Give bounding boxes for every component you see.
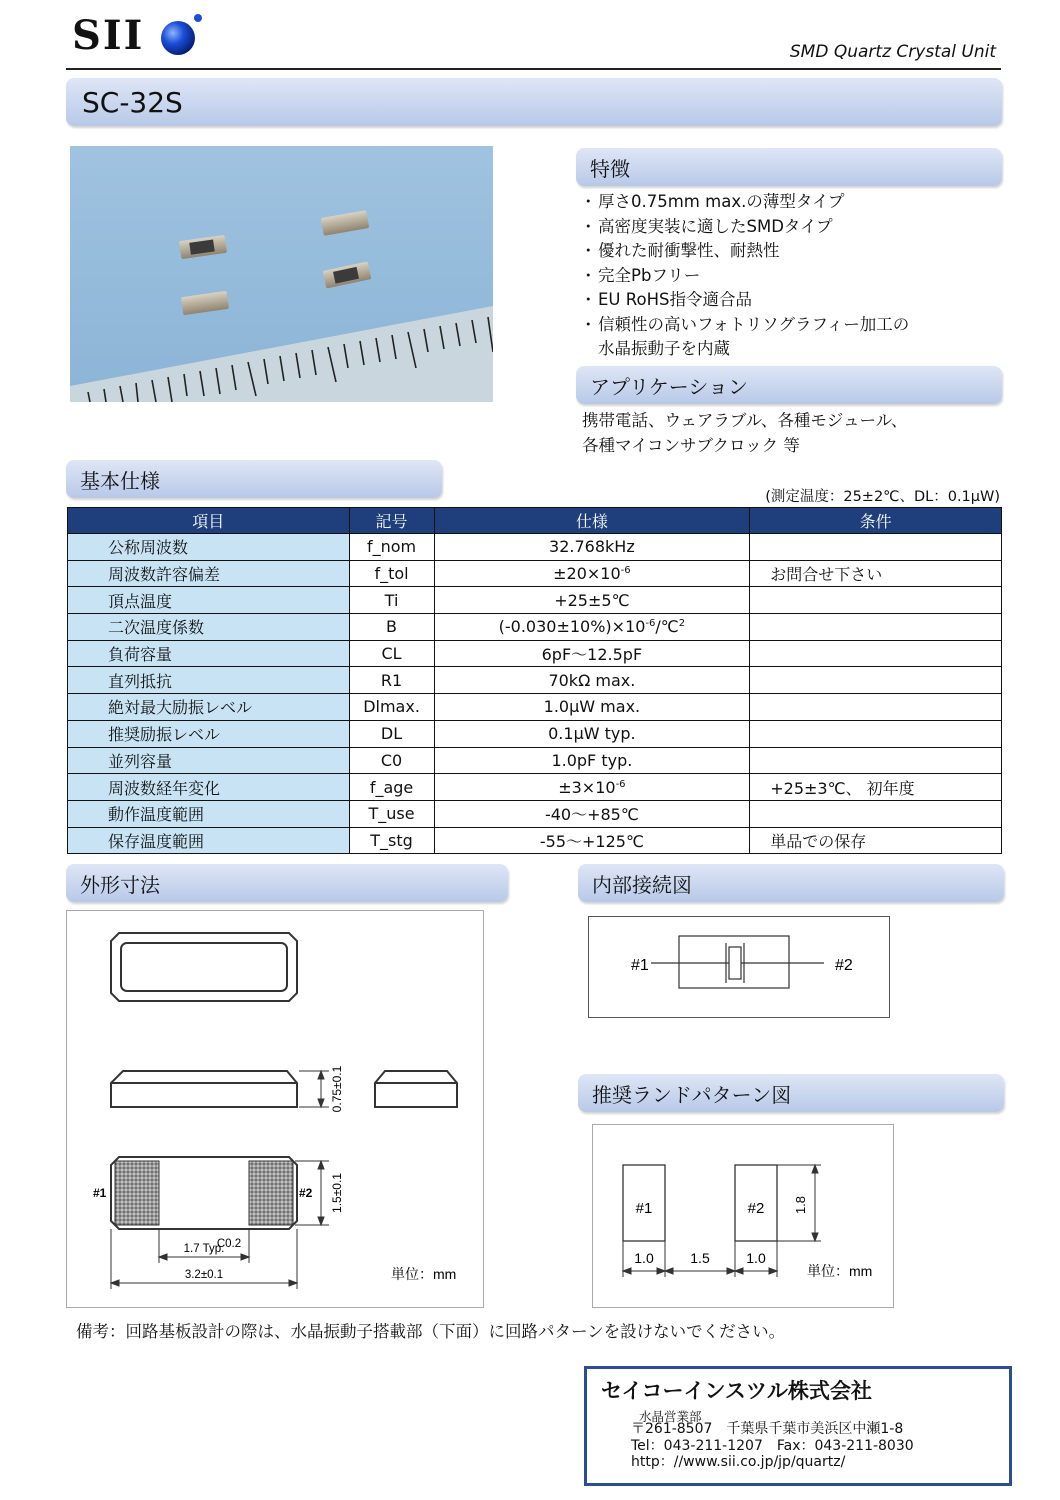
spec-condition	[750, 800, 1002, 827]
spec-symbol: Dlmax.	[349, 694, 434, 721]
table-row	[68, 667, 1002, 694]
spec-item: 動作温度範囲	[68, 800, 350, 827]
spec-value-text: ±3×10	[558, 777, 616, 797]
spec-value	[434, 640, 750, 667]
spec-value-text: -55～+125℃	[539, 831, 644, 851]
pad2-label: #2	[299, 1186, 313, 1200]
spec-value	[434, 827, 750, 854]
table-row	[68, 800, 1002, 827]
length-label: 3.2±0.1	[184, 1269, 224, 1281]
pad-height-label: 1.5±0.1	[330, 1173, 344, 1213]
spec-condition	[750, 587, 1002, 614]
spec-value-text: ±20×10	[553, 564, 621, 584]
applications-line: 各種マイコンサブクロック 等	[582, 436, 800, 455]
spec-condition: 単品での保存	[750, 827, 1002, 854]
spec-item: 周波数経年変化	[68, 774, 350, 801]
applications-heading	[576, 366, 1002, 404]
features-title: 特徴	[590, 156, 630, 181]
land-pattern-title: 推奨ランドパターン図	[592, 1082, 792, 1107]
spec-item: 二次温度係数	[68, 614, 350, 641]
spec-item: 直列抵抗	[68, 667, 350, 694]
spec-value-unit: /℃	[655, 617, 679, 637]
spec-value-text: 0.1μW typ.	[548, 724, 636, 744]
spec-condition	[750, 720, 1002, 747]
dimensions-title: 外形寸法	[80, 872, 160, 897]
spec-symbol: C0	[349, 747, 434, 774]
spec-item: 推奨励振レベル	[68, 720, 350, 747]
list-item: ・ 信頼性の高いフォトリソグラフィー加工の	[580, 313, 909, 338]
company-phone: Tel：043-211-1207 Fax：043-211-8030	[631, 1437, 914, 1454]
unit-label: 単位：mm	[391, 1266, 457, 1282]
spec-value	[434, 747, 750, 774]
internal-connection-title: 内部接続図	[592, 872, 692, 897]
spec-item: 周波数許容偏差	[68, 560, 350, 587]
company-url[interactable]: http：//www.sii.co.jp/jp/quartz/	[631, 1454, 846, 1470]
product-name: SC-32S	[82, 85, 183, 119]
land-pad1-label: #1	[635, 1200, 653, 1217]
chamfer-label: C0.2	[216, 1238, 242, 1250]
dimension-drawing	[66, 910, 484, 1308]
thickness-label: 0.75±0.1	[330, 1065, 344, 1113]
company-department: 水晶営業部	[639, 1409, 702, 1424]
pitch-label: 1.7 Typ.	[183, 1243, 225, 1255]
measurement-condition: (測定温度：25±2℃、DL：0.1μW)	[765, 489, 1000, 505]
table-row	[68, 560, 1002, 587]
spec-condition	[750, 694, 1002, 721]
land-w1-label: 1.0	[634, 1250, 654, 1266]
spec-value-text: (-0.030±10%)×10	[498, 617, 646, 637]
top-view-outline	[111, 933, 297, 1001]
company-name: セイコーインスツル株式会社	[601, 1379, 872, 1403]
spec-symbol: f_tol	[349, 560, 434, 587]
list-item: ・ 高密度実装に適したSMDタイプ	[580, 215, 909, 240]
land-unit-label: 単位：mm	[807, 1263, 873, 1279]
land-gap-label: 1.5	[690, 1250, 710, 1266]
applications-title: アプリケーション	[590, 374, 748, 399]
column-header: 条件	[750, 508, 1002, 534]
spec-value-text: 1.0pF typ.	[551, 750, 633, 770]
spec-item: 頂点温度	[68, 587, 350, 614]
list-item: ・ 優れた耐衝撃性、耐熱性	[580, 239, 909, 264]
spec-item: 公称周波数	[68, 534, 350, 561]
spec-item: 並列容量	[68, 747, 350, 774]
company-contact-box	[584, 1366, 1012, 1486]
company-logo	[72, 10, 204, 60]
product-photo	[70, 146, 493, 402]
spec-symbol: DL	[349, 720, 434, 747]
spec-value	[434, 694, 750, 721]
land-w2-label: 1.0	[746, 1250, 766, 1266]
table-row	[68, 640, 1002, 667]
spec-condition	[750, 640, 1002, 667]
table-row	[68, 747, 1002, 774]
company-address-block	[631, 1421, 914, 1471]
company-address: 〒261-8507 千葉県千葉市美浜区中瀬1-8	[631, 1421, 904, 1437]
spec-item: 絶対最大励振レベル	[68, 694, 350, 721]
table-row	[68, 534, 1002, 561]
spec-value	[434, 667, 750, 694]
spec-title: 基本仕様	[80, 468, 160, 493]
land-pattern-heading	[578, 1074, 1004, 1112]
logo-text: SII	[72, 11, 145, 59]
spec-condition: お問合せ下さい	[750, 560, 1002, 587]
list-item: ・ EU RoHS指令適合品	[580, 288, 909, 313]
list-item: ・ 厚さ0.75mm max.の薄型タイプ	[580, 190, 909, 215]
spec-value	[434, 534, 750, 561]
applications-text	[582, 408, 907, 458]
spec-value-exponent: -6	[620, 565, 631, 577]
land-height-label: 1.8	[793, 1195, 808, 1215]
spec-value-exponent: -6	[645, 618, 656, 630]
list-item-continuation: 水晶振動子を内蔵	[598, 339, 730, 358]
table-header-row	[68, 508, 1002, 534]
spec-symbol: T_use	[349, 800, 434, 827]
spec-symbol: B	[349, 614, 434, 641]
pad1-label: #1	[93, 1186, 107, 1200]
spec-condition	[750, 747, 1002, 774]
spec-item: 保存温度範囲	[68, 827, 350, 854]
spec-symbol: CL	[349, 640, 434, 667]
table-row	[68, 614, 1002, 641]
spec-condition	[750, 534, 1002, 561]
spec-condition	[750, 614, 1002, 641]
features-list	[580, 190, 909, 362]
spec-value-unit-exponent: 2	[678, 618, 686, 630]
column-header: 仕様	[434, 508, 750, 534]
spec-symbol: f_age	[349, 774, 434, 801]
spec-value-text: 32.768kHz	[549, 537, 635, 557]
logo-sphere-icon	[158, 12, 204, 58]
spec-condition: +25±3℃、 初年度	[750, 774, 1002, 801]
internal-connection-diagram	[588, 916, 890, 1018]
applications-line: 携帯電話、ウェアラブル、各種モジュール、	[582, 411, 908, 430]
header-divider	[66, 68, 1001, 70]
spec-value	[434, 720, 750, 747]
spec-value	[434, 614, 750, 641]
spec-value-text: 6pF～12.5pF	[541, 645, 643, 665]
dimensions-heading	[66, 864, 508, 902]
list-item: ・ 完全Pbフリー	[580, 264, 909, 289]
spec-value-exponent: -6	[615, 778, 626, 790]
spec-heading	[66, 460, 442, 498]
spec-value	[434, 800, 750, 827]
spec-table	[67, 507, 1002, 854]
spec-value	[434, 587, 750, 614]
spec-value	[434, 560, 750, 587]
land-pattern-drawing	[592, 1124, 894, 1308]
terminal-1-label: #1	[631, 957, 649, 974]
table-row	[68, 720, 1002, 747]
spec-symbol: Ti	[349, 587, 434, 614]
spec-item: 負荷容量	[68, 640, 350, 667]
spec-value-text: 70kΩ max.	[548, 670, 636, 690]
spec-table-body	[68, 534, 1002, 854]
column-header: 記号	[349, 508, 434, 534]
spec-condition	[750, 667, 1002, 694]
internal-connection-heading	[578, 864, 1004, 902]
table-row	[68, 774, 1002, 801]
spec-symbol: R1	[349, 667, 434, 694]
table-row	[68, 827, 1002, 854]
document-type: SMD Quartz Crystal Unit	[789, 42, 996, 62]
land-pad2-label: #2	[747, 1200, 765, 1217]
features-heading	[576, 148, 1002, 186]
table-row	[68, 587, 1002, 614]
column-header: 項目	[68, 508, 350, 534]
spec-value	[434, 774, 750, 801]
remark-text: 備考：回路基板設計の際は、水晶振動子搭載部（下面）に回路パターンを設けないでください。	[76, 1322, 786, 1341]
spec-symbol: T_stg	[349, 827, 434, 854]
spec-value-text: +25±5℃	[554, 590, 630, 610]
spec-symbol: f_nom	[349, 534, 434, 561]
terminal-2-label: #2	[835, 957, 853, 974]
spec-value-text: -40～+85℃	[544, 805, 639, 825]
table-row	[68, 694, 1002, 721]
product-title	[66, 78, 1002, 126]
spec-value-text: 1.0μW max.	[543, 697, 641, 717]
